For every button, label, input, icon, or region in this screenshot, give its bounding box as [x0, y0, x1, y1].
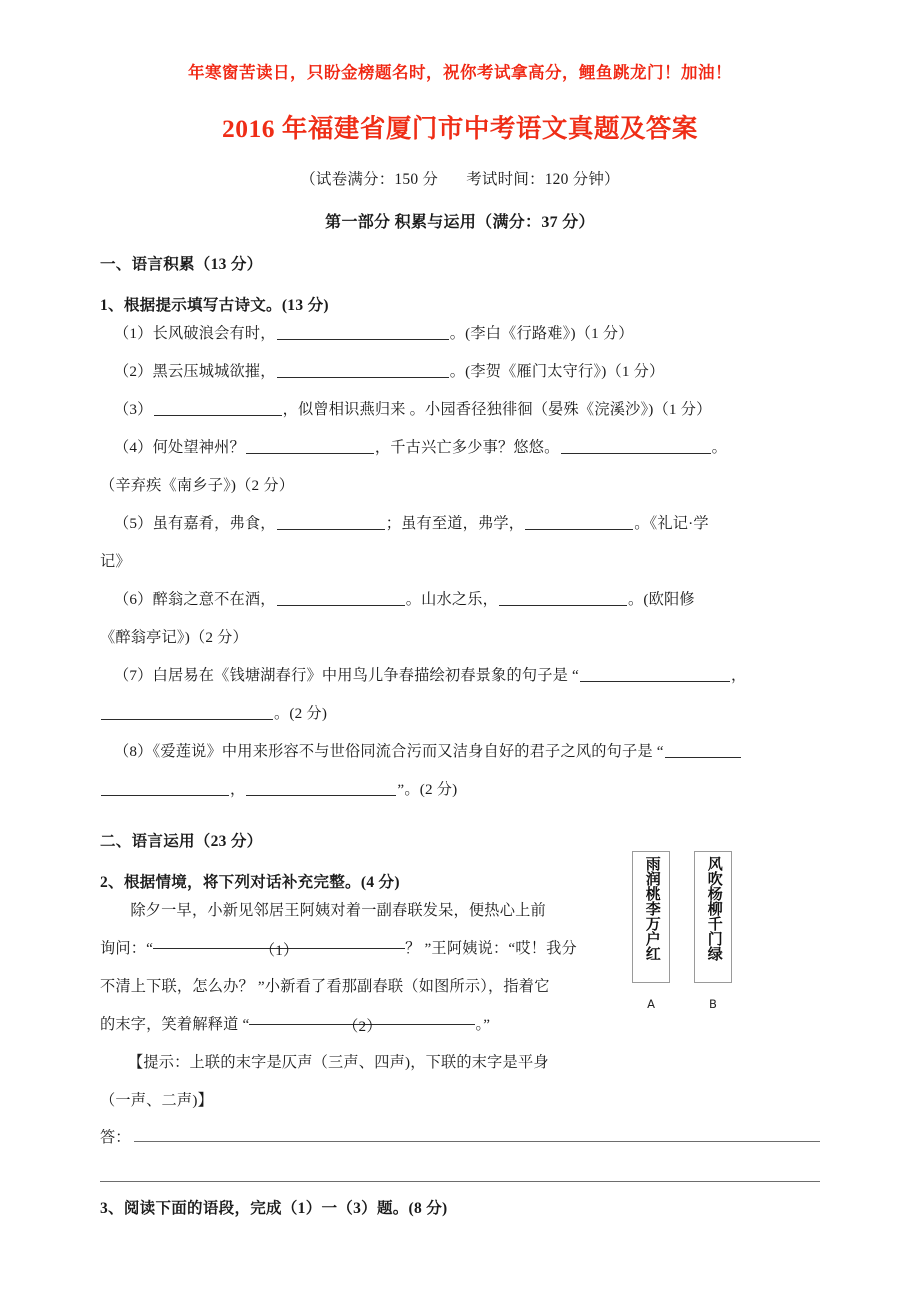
- answer-blank[interactable]: [499, 589, 627, 606]
- passage-text: 的末字，笑着解释道 “: [100, 1015, 250, 1033]
- item-number: （8）: [114, 742, 153, 760]
- fill-item-6: [100, 581, 820, 619]
- fill-item-8: [100, 733, 820, 771]
- answer-blank[interactable]: [101, 703, 273, 720]
- item-text: 长风破浪会有时，: [152, 324, 276, 342]
- full-marks-label: （试卷满分：150 分: [300, 170, 439, 188]
- hint-line-2: （一声、二声)】: [100, 1091, 213, 1109]
- answer-blank[interactable]: [277, 589, 405, 606]
- answer-blank[interactable]: [101, 779, 229, 796]
- item-tail: 。(2 分): [274, 704, 328, 722]
- item-text: 虽有嘉肴，弗食，: [152, 514, 276, 532]
- answer-blank[interactable]: [277, 361, 449, 378]
- dialogue-blank-1[interactable]: （1）: [153, 932, 405, 949]
- question-3-heading: 3、阅读下面的语段，完成（1）一（3）题。(8 分): [100, 1199, 448, 1217]
- couplet-a: [632, 851, 670, 1011]
- item-source: 。(李白《行路难》)（1 分）: [449, 324, 634, 342]
- item-text: 白居易在《钱塘湖春行》中用鸟儿争春描绘初春景象的句子是 “: [152, 666, 579, 684]
- answer-blank[interactable]: [246, 779, 396, 796]
- section-two-heading: 二、语言运用（23 分）: [100, 832, 263, 850]
- fill-item-1: [100, 315, 820, 353]
- item-tail: 。(欧阳修: [628, 590, 695, 608]
- fill-item-7-cont: [100, 695, 820, 733]
- passage-line-4: [100, 1006, 820, 1044]
- item-text: 醉翁之意不在酒，: [152, 590, 276, 608]
- item-number: （7）: [114, 666, 153, 684]
- answer-blank[interactable]: [665, 741, 741, 758]
- couplet-a-label: A: [647, 997, 655, 1011]
- fill-item-4-source: （辛弃疾《南乡子》)（2 分）: [100, 476, 295, 494]
- fill-item-6-source: 《醉翁亭记》)（2 分）: [100, 628, 248, 646]
- item-text-mid: ；虽有至道，弗学，: [385, 514, 525, 532]
- answer-blank[interactable]: [246, 437, 374, 454]
- part-one-heading: 第一部分 积累与运用（满分：37 分）: [325, 213, 595, 231]
- item-tail: 。《礼记·学: [634, 514, 709, 532]
- passage-line-1: 除夕一早，小新见邻居王阿姨对着一副春联发呆，便热心上前: [130, 901, 546, 919]
- question-1-heading: 1、根据提示填写古诗文。(13 分): [100, 296, 329, 314]
- item-tail: ”。(2 分): [397, 780, 458, 798]
- answer-blank[interactable]: [277, 513, 385, 530]
- item-tail: 。: [711, 438, 727, 456]
- passage-text: 。”: [475, 1015, 491, 1033]
- answer-blank[interactable]: [277, 323, 449, 340]
- answer-label: 答：: [100, 1128, 131, 1146]
- encouragement-banner: 年寒窗苦读日，只盼金榜题名时，祝你考试拿高分，鲤鱼跳龙门！加油！: [188, 63, 732, 82]
- item-number: （1）: [114, 324, 153, 342]
- passage-text: ？ ”王阿姨说：“哎！我分: [405, 939, 577, 957]
- fill-item-5: [100, 505, 820, 543]
- item-text: 黑云压城城欲摧，: [152, 362, 276, 380]
- question-2-heading: 2、根据情境，将下列对话补充完整。(4 分): [100, 873, 400, 891]
- item-text: 《爱莲说》中用来形容不与世俗同流合污而又洁身自好的君子之风的句子是 “: [152, 742, 664, 760]
- answer-blank[interactable]: [561, 437, 711, 454]
- answer-blank[interactable]: [580, 665, 730, 682]
- item-number: （4）: [114, 438, 153, 456]
- answer-blank[interactable]: [154, 399, 282, 416]
- item-source: 。(李贺《雁门太守行》)（1 分）: [449, 362, 665, 380]
- item-text-mid: ，千古兴亡多少事？悠悠。: [374, 438, 560, 456]
- item-number: （2）: [114, 362, 153, 380]
- item-text: 何处望神州？: [152, 438, 245, 456]
- answer-rule-2[interactable]: [100, 1180, 820, 1182]
- passage-text: 询问：“: [100, 939, 154, 957]
- couplet-box-a: [632, 851, 670, 983]
- item-text: ，似曾相识燕归来 。小园香径独徘徊（晏殊《浣溪沙》)（1 分）: [282, 400, 712, 418]
- couplet-box-b: [694, 851, 732, 983]
- fill-item-3: [100, 391, 820, 429]
- item-text-mid: 。山水之乐，: [405, 590, 499, 608]
- section-one-heading: 一、语言积累（13 分）: [100, 255, 263, 273]
- item-number: （3）: [114, 400, 153, 418]
- fill-item-2: [100, 353, 820, 391]
- couplet-a-text: 雨润桃李万户红: [643, 856, 660, 961]
- page-title: 2016 年福建省厦门市中考语文真题及答案: [222, 113, 698, 143]
- dialogue-blank-2[interactable]: （2）: [249, 1008, 475, 1025]
- couplet-figure: [632, 851, 802, 1011]
- hint-line-1: 【提示：上联的末字是仄声（三声、四声)，下联的末字是平身: [128, 1053, 549, 1071]
- item-text-mid: ，: [230, 780, 246, 798]
- fill-item-7: [100, 657, 820, 695]
- duration-label: 考试时间：120 分钟）: [466, 170, 620, 188]
- item-number: （5）: [114, 514, 153, 532]
- couplet-b: [694, 851, 732, 1011]
- couplet-b-text: 风吹杨柳千门绿: [705, 856, 722, 961]
- exam-info-line: [100, 167, 820, 189]
- fill-item-8-cont: [100, 771, 820, 809]
- item-tail: ，: [730, 666, 747, 684]
- passage-line-3: 不清上下联，怎么办？ ”小新看了看那副春联（如图所示），指着它: [100, 977, 550, 995]
- fill-item-5-source: 记》: [100, 552, 131, 570]
- answer-rule-1[interactable]: [134, 1140, 820, 1142]
- fill-item-4: [100, 429, 820, 467]
- couplet-b-label: B: [709, 997, 717, 1011]
- answer-row: [100, 1126, 820, 1147]
- item-number: （6）: [114, 590, 153, 608]
- answer-blank[interactable]: [525, 513, 633, 530]
